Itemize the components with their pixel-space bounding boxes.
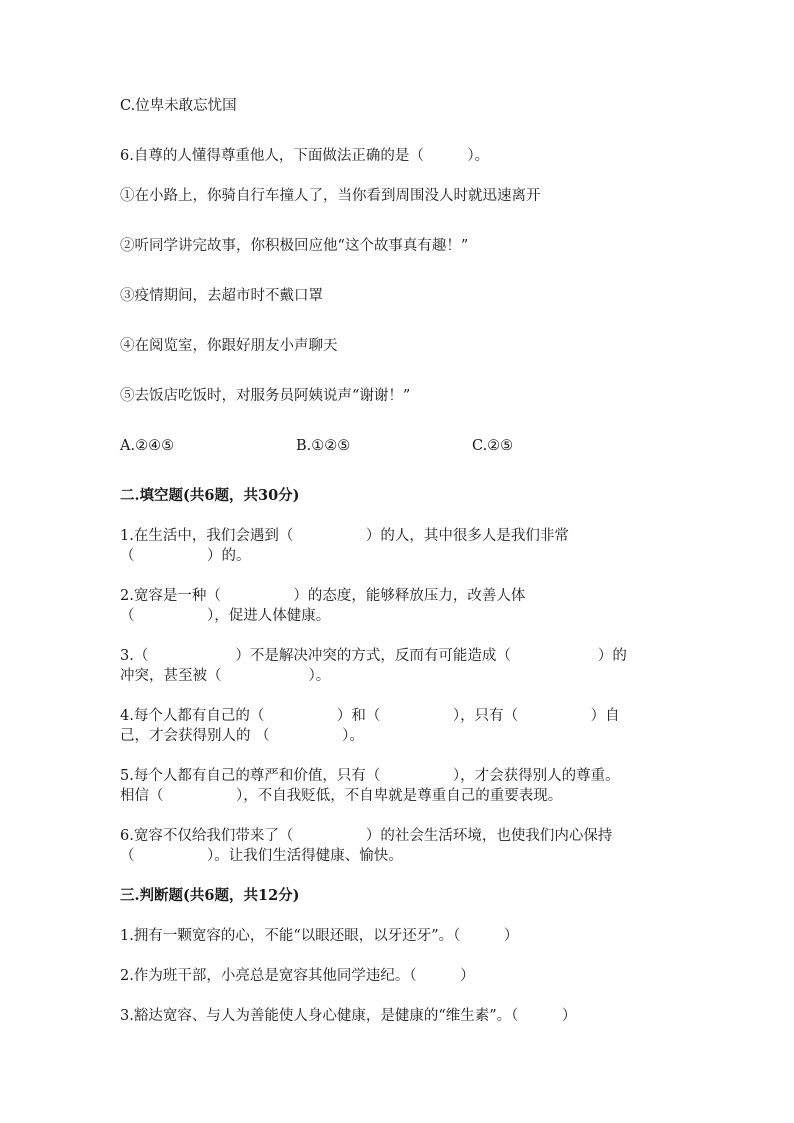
- fill-q5-line2: 相信（ ），不自我贬低，不自卑就是尊重自己的重要表现。: [120, 788, 563, 804]
- fill-q2-line2: （ ），促进人体健康。: [120, 608, 331, 624]
- prev-option-c: C.位卑未敢忘忧国: [120, 98, 237, 114]
- q6-stem: 6.自尊的人懂得尊重他人，下面做法正确的是（ ）。: [120, 148, 490, 164]
- fill-q6-line1: 6.宽容不仅给我们带来了（ ）的社会生活环境，也使我们内心保持: [120, 828, 613, 844]
- fill-q5-line1: 5.每个人都有自己的尊严和价值，只有（ ），才会获得别人的尊重。: [120, 768, 620, 784]
- judge-q2: 2.作为班干部，小亮总是宽容其他同学违纪。（ ）: [120, 968, 475, 984]
- q6-item-2: ②听同学讲完故事，你积极回应他“这个故事真有趣！”: [120, 238, 469, 254]
- fill-q3-line2: 冲突，甚至被（ ）。: [120, 668, 331, 684]
- judge-q1: 1.拥有一颗宽容的心，不能“以眼还眼，以牙还牙”。（ ）: [120, 928, 519, 944]
- q6-item-3: ③疫情期间，去超市时不戴口罩: [120, 288, 323, 304]
- fill-q3-line1: 3.（ ）不是解决冲突的方式，反而有可能造成（ ）的: [120, 648, 627, 664]
- q6-item-1: ①在小路上，你骑自行车撞人了，当你看到周围没人时就迅速离开: [120, 188, 541, 204]
- q6-item-4: ④在阅览室，你跟好朋友小声聊天: [120, 338, 338, 354]
- q6-option-a: A.②④⑤: [120, 438, 175, 454]
- fill-q4-line2: 己，才会获得别人的 （ ）。: [120, 728, 364, 744]
- fill-q2-line1: 2.宽容是一种（ ）的态度，能够释放压力，改善人体: [120, 588, 526, 604]
- q6-option-c: C.②⑤: [472, 438, 514, 454]
- q6-option-b: B.①②⑤: [296, 438, 351, 454]
- fill-q4-line1: 4.每个人都有自己的（ ）和（ ），只有（ ）自: [120, 708, 620, 724]
- q6-item-5: ⑤去饭店吃饭时，对服务员阿姨说声“谢谢！”: [120, 388, 411, 404]
- section2-heading: 二.填空题(共6题，共30分): [120, 487, 300, 504]
- section3-heading: 三.判断题(共6题，共12分): [120, 887, 300, 904]
- judge-q3: 3.豁达宽容、与人为善能使人身心健康，是健康的“维生素”。（ ）: [120, 1008, 577, 1024]
- fill-q6-line2: （ ）。让我们生活得健康、愉快。: [120, 848, 403, 864]
- fill-q1-line1: 1.在生活中，我们会遇到（ ）的人，其中很多人是我们非常: [120, 528, 569, 544]
- fill-q1-line2: （ ）的。: [120, 548, 251, 564]
